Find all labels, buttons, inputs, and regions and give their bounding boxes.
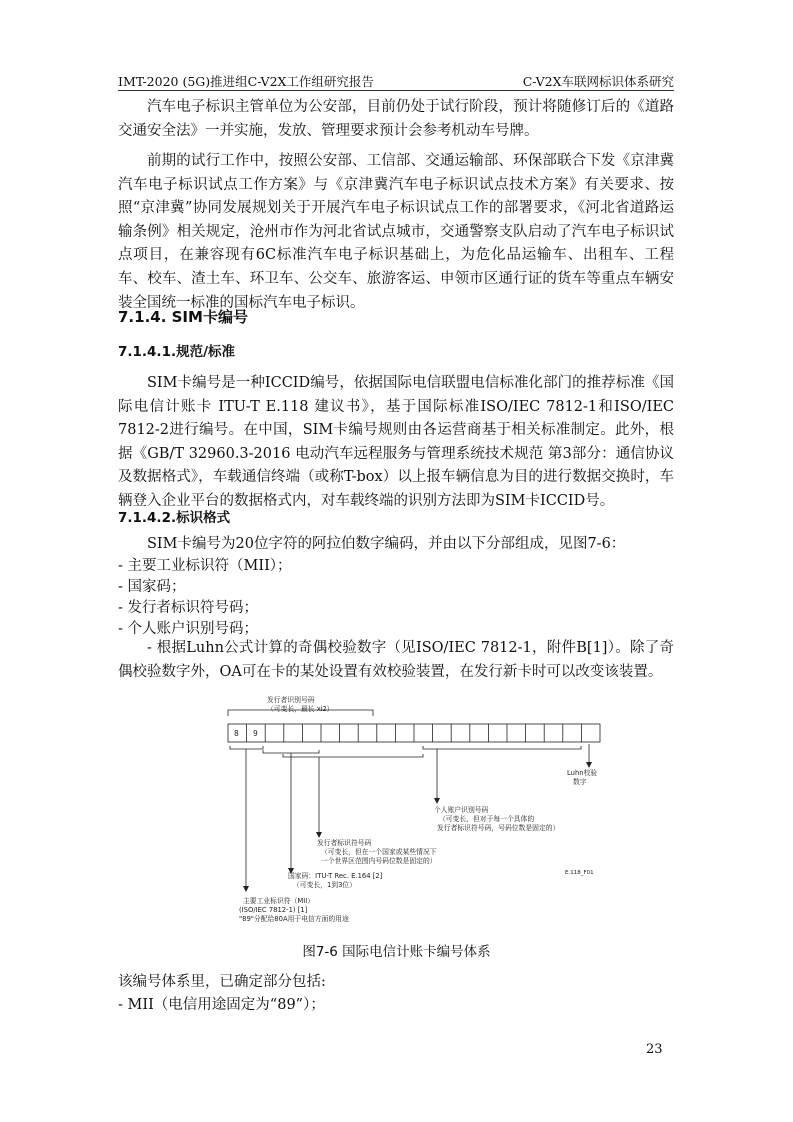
list-item: - 个人账户识别号码； [118,621,259,637]
luhn-label: Luhn校验 [567,769,598,777]
subsection-heading-7-1-4-1: 7.1.4.1.规范/标准 [118,344,236,360]
issuer-sublabel-1: （可变长，但在一个国家或某些情况下 [321,848,437,856]
luhn-sublabel: 数字 [573,778,587,786]
mii-label: 主要工业标识符（MII） [243,897,315,905]
digit-9: 9 [253,729,258,738]
list-item: - 主要工业标识符（MII）； [118,558,292,574]
header-right: C-V2X车联网标识体系研究 [522,74,674,89]
issuer-sublabel-2: 一个世界区范围内号码位数是固定的） [321,857,437,865]
digit-8: 8 [234,729,239,738]
figure-caption: 图7-6 国际电信计账卡编号体系 [302,944,491,960]
paragraph-3: SIM卡编号是一种ICCID编号，依据国际电信联盟电信标准化部门的推荐标准《国际电信计账卡 ITU-T E.118 建议书》，基于国际标准ISO/IEC 7812-1和ISO/IEC 7812-2进行编号。在中国，SIM卡编号规则由各运营商基于相关标准制定。此外，根据《GB/T 32960.3-2016 电动汽车远程服务与管理系统技术规范 第3部分：通信协议及数据格式》，车载通信终端（或称T-box）以上报车辆信息为目的进行数据交换时，车辆登入企业平台的数据格式内，对车载终端的识别方法即为SIM卡ICCID号。 [118,375,674,509]
list-item: - 发行者标识符号码； [118,600,259,616]
iccid-diagram [223,688,603,928]
after-line-2: - MII（电信用途固定为“89”）； [118,997,325,1013]
header-left: IMT-2020 (5G)推进组C-V2X工作组研究报告 [118,74,374,89]
section-heading-7-1-4: 7.1.4. SIM卡编号 [118,308,248,326]
paragraph-1: 汽车电子标识主管单位为公安部，目前仍处于试行阶段，预计将随修订后的《道路交通安全法》一并实施，发放、管理要求预计会参考机动车号牌。 [118,99,674,139]
subsection-heading-7-1-4-2: 7.1.4.2.标识格式 [118,510,231,526]
issuer-label: 发行者标识符号码 [317,839,372,847]
account-sublabel-1: （可变长，但对于每一个具体的 [439,815,535,823]
issuer-id-top-sublabel: （可变长，最长 ⅺ2） [267,705,334,713]
figure-code: E.118_F01 [565,870,594,876]
list-item: - 根据Luhn公式计算的奇偶校验数字（见ISO/IEC 7812-1，附件B[1]）。除了奇偶校验数字外，OA可在卡的某处设置有效校验装置，在发行新卡时可以改变该装置。 [118,640,674,680]
mii-sublabel-2: "89"分配给80A用于电信方面的用途 [239,915,349,923]
paragraph-2: 前期的试行工作中，按照公安部、工信部、交通运输部、环保部联合下发《京津冀汽车电子标识试点工作方案》与《京津冀汽车电子标识试点技术方案》有关要求、按照“京津冀”协同发展规划关于开展汽车电子标识试点工作的部署要求，《河北省道路运输条例》相关规定，沧州市作为河北省试点城市，交通警察支队启动了汽车电子标识试点项目，在兼容现有6C标准汽车电子标识基础上，为危化品运输车、出租车、工程车、校车、渣土车、环卫车、公交车、旅游客运、申领市区通行证的货车等重点车辆安装全国统一标准的国标汽车电子标识。 [118,153,674,311]
issuer-id-top-label: 发行者识别号码 [267,696,315,704]
country-label: 国家码：ITU-T Rec. E.164 [2] [288,872,383,880]
page-header [118,70,674,91]
account-label: 个人账户识别号码 [434,806,489,814]
list-item: - 国家码； [118,579,186,595]
iccid-structure-figure [223,688,603,928]
paragraph-4: SIM卡编号为20位字符的阿拉伯数字编码，并由以下分部组成，见图7-6： [147,536,626,552]
country-sublabel: （可变长，1到3位） [293,881,357,889]
mii-sublabel-1: (ISO/IEC 7812-1) [1] [239,906,308,914]
page-number: 23 [646,1042,663,1057]
account-sublabel-2: 发行者标识符号码，号码位数是固定的） [437,824,560,832]
after-line-1: 该编号体系里，已确定部分包括: [118,974,326,990]
